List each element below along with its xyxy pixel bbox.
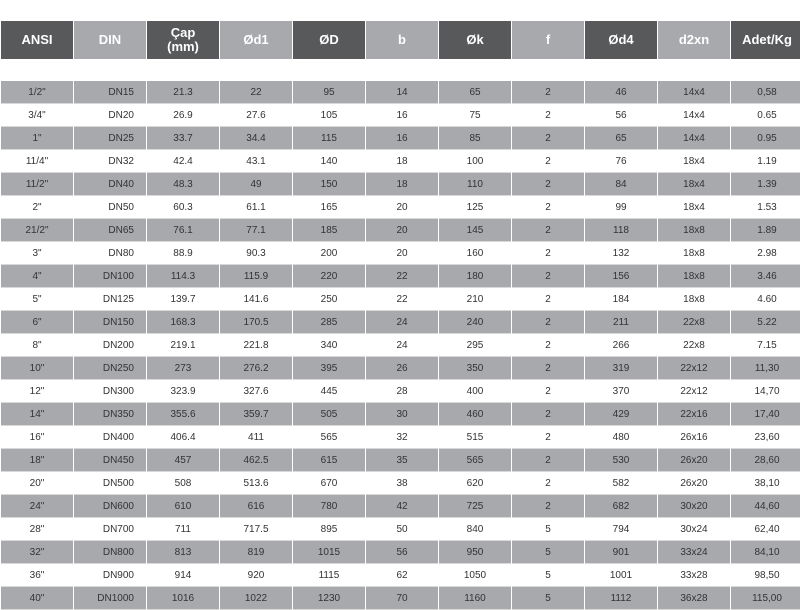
table-cell: 395: [293, 357, 365, 380]
table-cell: DN32: [74, 150, 146, 173]
column-header: Ød1: [220, 21, 292, 59]
table-cell: 2: [512, 380, 584, 403]
table-cell: 18x4: [658, 196, 730, 219]
table-cell: 515: [439, 426, 511, 449]
column-header: f: [512, 21, 584, 59]
table-cell: 62,40: [731, 518, 800, 541]
table-cell: 5": [1, 288, 73, 311]
table-cell: 276.2: [220, 357, 292, 380]
table-cell: 30x24: [658, 518, 730, 541]
table-cell: 22: [366, 288, 438, 311]
table-cell: DN200: [74, 334, 146, 357]
table-cell: 1112: [585, 587, 657, 610]
table-cell: 2: [512, 127, 584, 150]
table-cell: 1.39: [731, 173, 800, 196]
table-cell: 36": [1, 564, 73, 587]
header-row: [1, 21, 800, 59]
table-cell: 70: [366, 587, 438, 610]
table-cell: 200: [293, 242, 365, 265]
table-cell: 118: [585, 219, 657, 242]
table-cell: 6": [1, 311, 73, 334]
header-spacer: [1, 59, 800, 81]
table-cell: 30x20: [658, 495, 730, 518]
table-cell: 44,60: [731, 495, 800, 518]
table-cell: DN40: [74, 173, 146, 196]
table-cell: 84: [585, 173, 657, 196]
table-cell: 615: [293, 449, 365, 472]
table-body: [1, 81, 800, 610]
table-cell: 12": [1, 380, 73, 403]
table-cell: DN100: [74, 265, 146, 288]
table-cell: 2: [512, 472, 584, 495]
table-cell: 46: [585, 81, 657, 104]
table-cell: 77.1: [220, 219, 292, 242]
column-header: ANSI: [1, 21, 73, 59]
table-cell: 184: [585, 288, 657, 311]
table-cell: 84,10: [731, 541, 800, 564]
table-cell: 1022: [220, 587, 292, 610]
table-cell: 1": [1, 127, 73, 150]
table-cell: 220: [293, 265, 365, 288]
table-cell: 2": [1, 196, 73, 219]
table-cell: 65: [439, 81, 511, 104]
table-cell: 170.5: [220, 311, 292, 334]
table-cell: 582: [585, 472, 657, 495]
table-cell: DN125: [74, 288, 146, 311]
table-cell: 26x20: [658, 449, 730, 472]
table-cell: 1230: [293, 587, 365, 610]
table-cell: 17,40: [731, 403, 800, 426]
table-cell: 2: [512, 495, 584, 518]
table-cell: 4": [1, 265, 73, 288]
table-row: [1, 426, 800, 449]
table-cell: 250: [293, 288, 365, 311]
table-cell: 2: [512, 196, 584, 219]
table-cell: 26x16: [658, 426, 730, 449]
table-cell: 295: [439, 334, 511, 357]
table-cell: 513.6: [220, 472, 292, 495]
table-cell: 156: [585, 265, 657, 288]
table-cell: 2: [512, 357, 584, 380]
table-cell: 2: [512, 242, 584, 265]
table-cell: 22x8: [658, 311, 730, 334]
column-header: DIN: [74, 21, 146, 59]
table-cell: 0.65: [731, 104, 800, 127]
table-row: [1, 495, 800, 518]
table-cell: 4.60: [731, 288, 800, 311]
table-cell: 3.46: [731, 265, 800, 288]
table-cell: 616: [220, 495, 292, 518]
table-cell: 168.3: [147, 311, 219, 334]
table-cell: 1016: [147, 587, 219, 610]
table-cell: 22x16: [658, 403, 730, 426]
table-cell: 145: [439, 219, 511, 242]
table-cell: 620: [439, 472, 511, 495]
table-cell: 88.9: [147, 242, 219, 265]
table-cell: 30: [366, 403, 438, 426]
table-cell: 1115: [293, 564, 365, 587]
table-cell: 115.9: [220, 265, 292, 288]
table-cell: 285: [293, 311, 365, 334]
table-row: [1, 219, 800, 242]
table-cell: 0.95: [731, 127, 800, 150]
table-cell: 2.98: [731, 242, 800, 265]
table-cell: 273: [147, 357, 219, 380]
table-cell: 20: [366, 242, 438, 265]
table-cell: DN600: [74, 495, 146, 518]
table-cell: 48.3: [147, 173, 219, 196]
table-cell: 21/2": [1, 219, 73, 242]
table-cell: 530: [585, 449, 657, 472]
table-cell: 114.3: [147, 265, 219, 288]
table-cell: 240: [439, 311, 511, 334]
table-cell: DN700: [74, 518, 146, 541]
table-row: [1, 242, 800, 265]
table-cell: 457: [147, 449, 219, 472]
table-cell: 18x8: [658, 265, 730, 288]
table-cell: 60.3: [147, 196, 219, 219]
table-row: [1, 564, 800, 587]
table-row: [1, 104, 800, 127]
table-cell: 100: [439, 150, 511, 173]
table-cell: 895: [293, 518, 365, 541]
table-cell: 411: [220, 426, 292, 449]
table-cell: 2: [512, 104, 584, 127]
table-cell: 150: [293, 173, 365, 196]
table-cell: 266: [585, 334, 657, 357]
table-cell: 445: [293, 380, 365, 403]
table-cell: 10": [1, 357, 73, 380]
table-cell: 11,30: [731, 357, 800, 380]
table-cell: 480: [585, 426, 657, 449]
table-cell: 26x20: [658, 472, 730, 495]
table-cell: 1160: [439, 587, 511, 610]
table-cell: 24": [1, 495, 73, 518]
table-cell: 211: [585, 311, 657, 334]
table-cell: 406.4: [147, 426, 219, 449]
column-header: Ød4: [585, 21, 657, 59]
table-cell: 711: [147, 518, 219, 541]
table-cell: 840: [439, 518, 511, 541]
table-cell: 36x28: [658, 587, 730, 610]
table-cell: 8": [1, 334, 73, 357]
table-row: [1, 265, 800, 288]
table-cell: 14x4: [658, 104, 730, 127]
table-row: [1, 449, 800, 472]
table-cell: 610: [147, 495, 219, 518]
table-cell: 14,70: [731, 380, 800, 403]
table-cell: DN50: [74, 196, 146, 219]
table-cell: 901: [585, 541, 657, 564]
table-cell: 21.3: [147, 81, 219, 104]
table-cell: 22: [366, 265, 438, 288]
table-cell: 16: [366, 104, 438, 127]
table-cell: 34.4: [220, 127, 292, 150]
table-cell: 35: [366, 449, 438, 472]
table-cell: 1001: [585, 564, 657, 587]
table-row: [1, 587, 800, 610]
table-cell: 565: [293, 426, 365, 449]
table-row: [1, 150, 800, 173]
table-cell: 20: [366, 219, 438, 242]
table-cell: 355.6: [147, 403, 219, 426]
table-cell: DN300: [74, 380, 146, 403]
table-cell: 400: [439, 380, 511, 403]
table-cell: DN15: [74, 81, 146, 104]
table-cell: 99: [585, 196, 657, 219]
table-cell: 725: [439, 495, 511, 518]
table-cell: 18x4: [658, 150, 730, 173]
table-cell: DN800: [74, 541, 146, 564]
table-cell: 14": [1, 403, 73, 426]
table-cell: 16: [366, 127, 438, 150]
table-cell: 2: [512, 265, 584, 288]
table-cell: 5.22: [731, 311, 800, 334]
table-cell: 210: [439, 288, 511, 311]
table-cell: 2: [512, 403, 584, 426]
table-row: [1, 380, 800, 403]
table-cell: 18: [366, 150, 438, 173]
table-cell: 24: [366, 311, 438, 334]
table-cell: 33.7: [147, 127, 219, 150]
table-row: [1, 81, 800, 104]
table-cell: 61.1: [220, 196, 292, 219]
table-cell: 2: [512, 81, 584, 104]
table-cell: 5: [512, 587, 584, 610]
table-cell: DN400: [74, 426, 146, 449]
table-cell: 2: [512, 173, 584, 196]
table-cell: 2: [512, 219, 584, 242]
table-cell: DN250: [74, 357, 146, 380]
table-cell: 219.1: [147, 334, 219, 357]
table-cell: 28": [1, 518, 73, 541]
table-cell: 56: [585, 104, 657, 127]
table-cell: 20": [1, 472, 73, 495]
table-cell: 221.8: [220, 334, 292, 357]
table-cell: DN350: [74, 403, 146, 426]
table-row: [1, 127, 800, 150]
table-cell: 22x8: [658, 334, 730, 357]
table-cell: DN20: [74, 104, 146, 127]
table-cell: 319: [585, 357, 657, 380]
table-cell: 22x12: [658, 357, 730, 380]
table-cell: 22: [220, 81, 292, 104]
table-cell: 132: [585, 242, 657, 265]
table-cell: 98,50: [731, 564, 800, 587]
table-cell: 115,00: [731, 587, 800, 610]
table-cell: 813: [147, 541, 219, 564]
table-cell: 56: [366, 541, 438, 564]
table-cell: 429: [585, 403, 657, 426]
table-cell: 160: [439, 242, 511, 265]
table-cell: 462.5: [220, 449, 292, 472]
table-cell: DN25: [74, 127, 146, 150]
table-cell: 28,60: [731, 449, 800, 472]
column-header: Adet/Kg: [731, 21, 800, 59]
table-row: [1, 334, 800, 357]
table-cell: DN65: [74, 219, 146, 242]
table-cell: 90.3: [220, 242, 292, 265]
table-cell: 38: [366, 472, 438, 495]
table-row: [1, 518, 800, 541]
table-cell: DN900: [74, 564, 146, 587]
column-header: Çap (mm): [147, 21, 219, 59]
table-cell: 40": [1, 587, 73, 610]
table-cell: 505: [293, 403, 365, 426]
table-cell: 327.6: [220, 380, 292, 403]
table-cell: 110: [439, 173, 511, 196]
table-cell: 1050: [439, 564, 511, 587]
table-row: [1, 173, 800, 196]
table-cell: 2: [512, 449, 584, 472]
table-cell: 2: [512, 334, 584, 357]
table-cell: 28: [366, 380, 438, 403]
table-cell: 340: [293, 334, 365, 357]
table-cell: 2: [512, 288, 584, 311]
table-cell: 105: [293, 104, 365, 127]
table-cell: 23,60: [731, 426, 800, 449]
table-cell: 565: [439, 449, 511, 472]
table-cell: 22x12: [658, 380, 730, 403]
table-cell: 1.53: [731, 196, 800, 219]
table-row: [1, 196, 800, 219]
table-cell: DN1000: [74, 587, 146, 610]
table-cell: 42.4: [147, 150, 219, 173]
table-row: [1, 541, 800, 564]
table-cell: 950: [439, 541, 511, 564]
table-row: [1, 403, 800, 426]
table-cell: 165: [293, 196, 365, 219]
table-cell: 1015: [293, 541, 365, 564]
table-cell: 5: [512, 541, 584, 564]
table-cell: DN80: [74, 242, 146, 265]
table-cell: 1.89: [731, 219, 800, 242]
table-cell: 18x8: [658, 219, 730, 242]
table-cell: 0,58: [731, 81, 800, 104]
table-cell: 5: [512, 518, 584, 541]
table-cell: 3": [1, 242, 73, 265]
table-cell: 323.9: [147, 380, 219, 403]
table-cell: DN450: [74, 449, 146, 472]
table-cell: 2: [512, 150, 584, 173]
table-cell: 18x8: [658, 242, 730, 265]
table-cell: 1/2": [1, 81, 73, 104]
table-cell: 18: [366, 173, 438, 196]
column-header: d2xn: [658, 21, 730, 59]
table-cell: 141.6: [220, 288, 292, 311]
table-row: [1, 311, 800, 334]
table-cell: 180: [439, 265, 511, 288]
table-cell: 20: [366, 196, 438, 219]
table-cell: 32: [366, 426, 438, 449]
table-cell: 115: [293, 127, 365, 150]
table-cell: 14x4: [658, 127, 730, 150]
flange-spec-table: [0, 21, 800, 610]
table-cell: 76: [585, 150, 657, 173]
table-cell: 780: [293, 495, 365, 518]
table-cell: 18x4: [658, 173, 730, 196]
table-cell: 24: [366, 334, 438, 357]
table-cell: 75: [439, 104, 511, 127]
table-cell: 140: [293, 150, 365, 173]
table-cell: 76.1: [147, 219, 219, 242]
table-cell: 49: [220, 173, 292, 196]
table-cell: 359.7: [220, 403, 292, 426]
table-cell: 14x4: [658, 81, 730, 104]
table-cell: 95: [293, 81, 365, 104]
table-cell: 50: [366, 518, 438, 541]
column-header: b: [366, 21, 438, 59]
table-cell: 370: [585, 380, 657, 403]
table-cell: DN500: [74, 472, 146, 495]
table-cell: 33x24: [658, 541, 730, 564]
table-cell: 14: [366, 81, 438, 104]
table-cell: 2: [512, 426, 584, 449]
column-header: ØD: [293, 21, 365, 59]
table-row: [1, 357, 800, 380]
table-cell: 350: [439, 357, 511, 380]
table-cell: 11/2": [1, 173, 73, 196]
table-cell: 914: [147, 564, 219, 587]
table-cell: 460: [439, 403, 511, 426]
table-cell: 7.15: [731, 334, 800, 357]
table-cell: 2: [512, 311, 584, 334]
table-cell: 85: [439, 127, 511, 150]
table-cell: 38,10: [731, 472, 800, 495]
table-cell: 670: [293, 472, 365, 495]
table-cell: 819: [220, 541, 292, 564]
table-row: [1, 472, 800, 495]
table-cell: 1.19: [731, 150, 800, 173]
table-cell: 5: [512, 564, 584, 587]
table-cell: 27.6: [220, 104, 292, 127]
table-cell: 125: [439, 196, 511, 219]
table-cell: 32": [1, 541, 73, 564]
table-cell: 33x28: [658, 564, 730, 587]
table-cell: 11/4": [1, 150, 73, 173]
table-cell: 18x8: [658, 288, 730, 311]
table-cell: 43.1: [220, 150, 292, 173]
table-cell: 16": [1, 426, 73, 449]
table-cell: 920: [220, 564, 292, 587]
table-cell: 26.9: [147, 104, 219, 127]
table-cell: 3/4": [1, 104, 73, 127]
table-cell: 62: [366, 564, 438, 587]
table-cell: 185: [293, 219, 365, 242]
table-cell: 18": [1, 449, 73, 472]
table-cell: 42: [366, 495, 438, 518]
column-header: Øk: [439, 21, 511, 59]
table-cell: 682: [585, 495, 657, 518]
table-cell: DN150: [74, 311, 146, 334]
table-cell: 26: [366, 357, 438, 380]
table-cell: 65: [585, 127, 657, 150]
table-cell: 139.7: [147, 288, 219, 311]
table-cell: 717.5: [220, 518, 292, 541]
table-cell: 794: [585, 518, 657, 541]
table-cell: 508: [147, 472, 219, 495]
table-row: [1, 288, 800, 311]
